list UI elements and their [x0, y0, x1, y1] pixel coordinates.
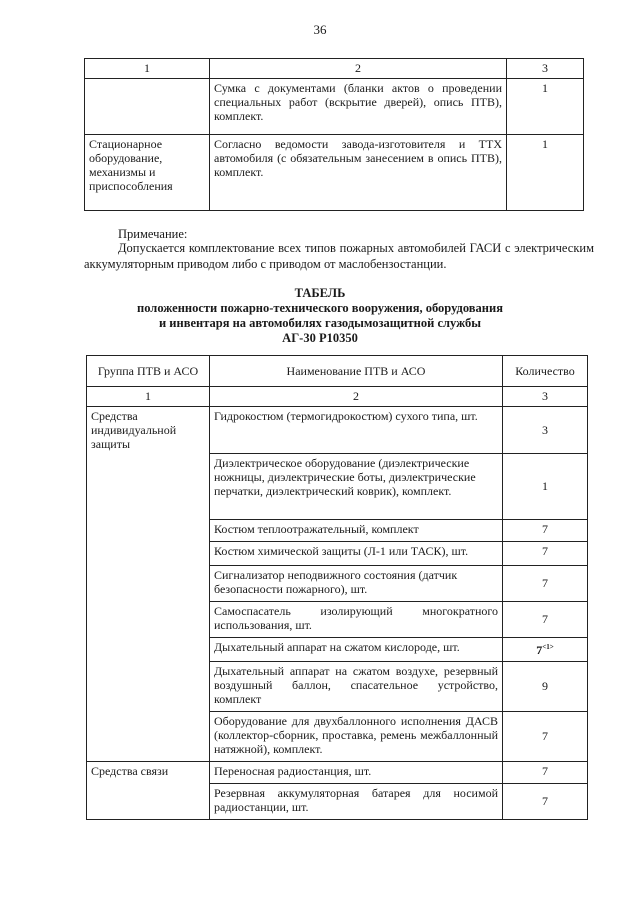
quantity-cell: 7 [503, 541, 588, 565]
heading-line-1: ТАБЕЛЬ [294, 286, 346, 300]
quantity-cell: 3 [503, 407, 588, 454]
footnote-marker: <1> [542, 642, 554, 651]
quantity-cell: 1 [507, 79, 584, 135]
table-row [87, 711, 588, 761]
item-name-cell: Диэлектрическое оборудование (диэлектрические ножницы, диэлектрические боты, диэлектрические перчатки, диэлектрический коврик), комплект. [210, 453, 503, 519]
item-name-cell: Костюм химической защиты (Л-1 или ТАСК), шт. [210, 541, 503, 565]
column-index-3: 3 [507, 59, 584, 79]
table-row [87, 407, 588, 454]
column-index-2: 2 [210, 387, 503, 407]
column-index-3: 3 [503, 387, 588, 407]
equipment-table [86, 355, 588, 820]
heading-line-4: АГ-30 Р10350 [282, 331, 358, 345]
item-name-cell: Дыхательный аппарат на сжатом воздухе, резервный воздушный баллон, спасательное устройство, комплект [210, 661, 503, 711]
group-cell-empty [87, 541, 210, 565]
quantity-cell: 7 [503, 601, 588, 637]
note-text: Допускается комплектование всех типов пожарных автомобилей ГАСИ с электрическим аккумуляторным приводом либо с приводом от маслобензостанции. [84, 241, 594, 271]
group-cell-empty [87, 453, 210, 519]
quantity-cell: 7 [503, 565, 588, 601]
quantity-cell: 7 [503, 783, 588, 819]
column-index-1: 1 [85, 59, 210, 79]
table-row [87, 541, 588, 565]
item-name-cell: Костюм теплоотражательный, комплект [210, 519, 503, 541]
group-cell-empty [87, 783, 210, 819]
table-row [87, 637, 588, 661]
table-row [87, 661, 588, 711]
table-row [87, 761, 588, 783]
table-heading [0, 286, 640, 346]
group-cell: Средства связи [87, 761, 210, 783]
item-name-cell: Оборудование для двухбаллонного исполнения ДАСВ (коллектор-сборник, проставка, ремень межбаллонный натяжной), комплект. [210, 711, 503, 761]
group-cell-empty [87, 711, 210, 761]
item-name-cell: Резервная аккумуляторная батарея для носимой радиостанции, шт. [210, 783, 503, 819]
table-row [85, 79, 584, 135]
quantity-cell [503, 637, 588, 661]
continued-equipment-table [84, 58, 584, 211]
quantity-cell: 1 [507, 135, 584, 211]
group-cell-empty [87, 601, 210, 637]
table-header-row [87, 356, 588, 387]
column-index-row [87, 387, 588, 407]
item-name-cell: Согласно ведомости завода-изготовителя и ТТХ автомобиля (с обязательным занесением в опись ПТВ), комплект. [210, 135, 507, 211]
column-index-1: 1 [87, 387, 210, 407]
header-name: Наименование ПТВ и АСО [210, 356, 503, 387]
group-cell: Стационарное оборудование, механизмы и приспособления [85, 135, 210, 211]
quantity-cell: 1 [503, 453, 588, 519]
table-row [87, 783, 588, 819]
group-cell-empty [87, 565, 210, 601]
quantity-cell: 7 [503, 519, 588, 541]
heading-line-2: положенности пожарно-технического вооружения, оборудования [137, 301, 503, 315]
group-cell-empty [87, 637, 210, 661]
column-index-2: 2 [210, 59, 507, 79]
quantity-value: 7 [536, 642, 543, 657]
table-row [87, 565, 588, 601]
quantity-cell: 9 [503, 661, 588, 711]
table-row [85, 135, 584, 211]
item-name-cell: Самоспасатель изолирующий многократного использования, шт. [210, 601, 503, 637]
header-group: Группа ПТВ и АСО [87, 356, 210, 387]
group-cell-empty [87, 661, 210, 711]
item-name-cell: Гидрокостюм (термогидрокостюм) сухого типа, шт. [210, 407, 503, 454]
heading-line-3: и инвентаря на автомобилях газодымозащитной службы [158, 316, 482, 330]
item-name-cell: Переносная радиостанция, шт. [210, 761, 503, 783]
header-quantity: Количество [503, 356, 588, 387]
table-header-row [85, 59, 584, 79]
table-row [87, 601, 588, 637]
item-name-cell: Дыхательный аппарат на сжатом кислороде, шт. [210, 637, 503, 661]
item-name-cell: Сумка с документами (бланки актов о проведении специальных работ (вскрытие дверей), опись ПТВ), комплект. [210, 79, 507, 135]
quantity-cell: 7 [503, 711, 588, 761]
item-name-cell: Сигнализатор неподвижного состояния (датчик безопасности пожарного), шт. [210, 565, 503, 601]
note-title: Примечание: [118, 227, 188, 241]
table-row [87, 519, 588, 541]
group-cell-empty [87, 519, 210, 541]
quantity-cell: 7 [503, 761, 588, 783]
table-row [87, 453, 588, 519]
group-cell: Средства индивидуальной защиты [87, 407, 210, 454]
page-number: 36 [313, 22, 327, 37]
group-cell [85, 79, 210, 135]
